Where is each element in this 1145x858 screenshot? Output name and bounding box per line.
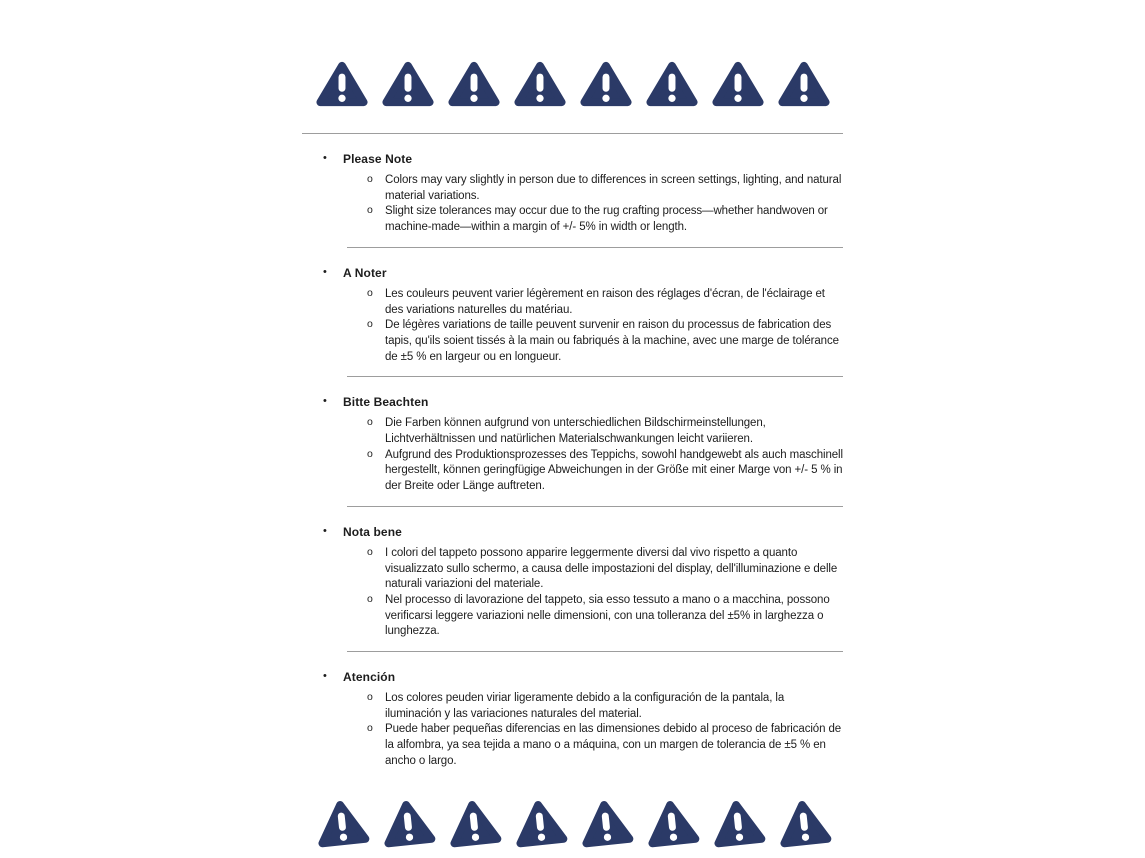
list-item	[302, 722, 843, 769]
warning-triangle-icon	[514, 60, 566, 108]
list-item	[302, 416, 843, 447]
warning-triangle-icon	[448, 60, 500, 108]
section-nota-bene	[302, 507, 843, 651]
bullet-marker: •	[323, 670, 327, 683]
section-heading: Please Note	[343, 152, 413, 166]
bullet-marker: •	[323, 395, 327, 408]
list-item-text: De légères variations de taille peuvent survenir en raison du processus de fabrication des tapis, qu'ils soient tissés à la main ou fabriqués à la machine, avec une marge de tolérance de ±5 % en largeur ou en longueur.	[385, 319, 839, 363]
list-item-text: I colori del tappeto possono apparire leggermente diversi dal vivo rispetto a quanto visualizzato sullo schermo, a causa delle impostazioni del display, dell'illuminazione e delle naturali variazioni del materiale.	[385, 546, 838, 591]
list-item-text: Les couleurs peuvent varier légèrement en raison des réglages d'écran, de l'éclairage et des variations naturelles du matériau.	[385, 287, 825, 316]
section-heading: Bitte Beachten	[343, 395, 429, 410]
sub-bullet-marker: o	[367, 691, 373, 704]
section-heading: Atención	[343, 670, 396, 685]
warning-triangle-icon	[580, 60, 632, 108]
list-item	[302, 448, 843, 495]
warning-triangle-icon	[643, 796, 700, 849]
sub-bullet-marker: o	[367, 592, 373, 605]
list-item-text: Colors may vary slightly in person due to differences in screen settings, lighting, and natural material variations.	[385, 174, 842, 202]
section-heading: Nota bene	[343, 524, 402, 539]
list-item	[302, 204, 843, 235]
list-item	[302, 546, 843, 593]
warning-triangle-icon	[775, 796, 832, 849]
warning-triangle-row-bottom	[302, 799, 843, 847]
section-please-note	[302, 134, 843, 247]
sub-bullet-marker: o	[367, 545, 373, 558]
sub-bullet-marker: o	[367, 416, 373, 429]
section-bitte-beachten	[302, 377, 843, 506]
bullet-marker: •	[323, 152, 327, 164]
section-atencion	[302, 652, 843, 781]
section-heading: A Noter	[343, 265, 387, 280]
warning-triangle-icon	[445, 796, 502, 849]
sub-bullet-marker: o	[367, 318, 373, 331]
warning-triangle-icon	[709, 796, 766, 849]
list-item	[302, 318, 843, 365]
warning-triangle-icon	[379, 796, 436, 849]
list-item-text: Die Farben können aufgrund von unterschiedlichen Bildschirmeinstellungen, Lichtverhältnissen und natürlichen Materialschwankungen leicht variieren.	[385, 417, 766, 446]
list-item	[302, 173, 843, 204]
list-item	[302, 691, 843, 722]
sub-bullet-marker: o	[367, 204, 373, 217]
sub-bullet-marker: o	[367, 722, 373, 735]
warning-triangle-icon	[577, 796, 634, 849]
sub-bullet-marker: o	[367, 447, 373, 460]
list-item-text: Puede haber pequeñas diferencias en las dimensiones debido al proceso de fabricación de la alfombra, ya sea tejida a mano o a máquina, con un margen de tolerancia de ±5 % en ancho o largo.	[385, 723, 842, 767]
list-item	[302, 593, 843, 640]
warning-triangle-icon	[778, 60, 830, 108]
list-item-text: Slight size tolerances may occur due to the rug crafting process—whether handwoven or machine-made—within a margin of +/- 5% in width or length.	[385, 205, 828, 234]
warning-triangle-icon	[382, 60, 434, 108]
list-item-text: Aufgrund des Produktionsprozesses des Teppichs, sowohl handgewebt als auch maschinell hergestellt, können geringfügige Abweichungen in der Größe mit einer Marge von +/- 5 % in der Breite oder Länge auftreten.	[385, 448, 843, 493]
bullet-marker: •	[323, 524, 327, 537]
warning-triangle-icon	[511, 796, 568, 849]
warning-triangle-icon	[712, 60, 764, 108]
list-item	[302, 287, 843, 318]
document-page	[302, 0, 843, 847]
warning-triangle-row-top	[302, 60, 843, 108]
warning-triangle-icon	[646, 60, 698, 108]
section-a-noter	[302, 248, 843, 377]
warning-triangle-icon	[316, 60, 368, 108]
bullet-marker: •	[323, 265, 327, 278]
warning-triangle-icon	[313, 796, 370, 849]
list-item-text: Nel processo di lavorazione del tappeto, sia esso tessuto a mano o a macchina, possono verificarsi leggere variazioni nelle dimensioni, con una tolleranza del ±5% in larghezza o lunghezza.	[385, 593, 830, 638]
sub-bullet-marker: o	[367, 173, 373, 185]
list-item-text: Los colores peuden viriar ligeramente debido a la configuración de la pantala, la iluminación y las variaciones naturales del material.	[385, 692, 785, 720]
sub-bullet-marker: o	[367, 286, 373, 299]
